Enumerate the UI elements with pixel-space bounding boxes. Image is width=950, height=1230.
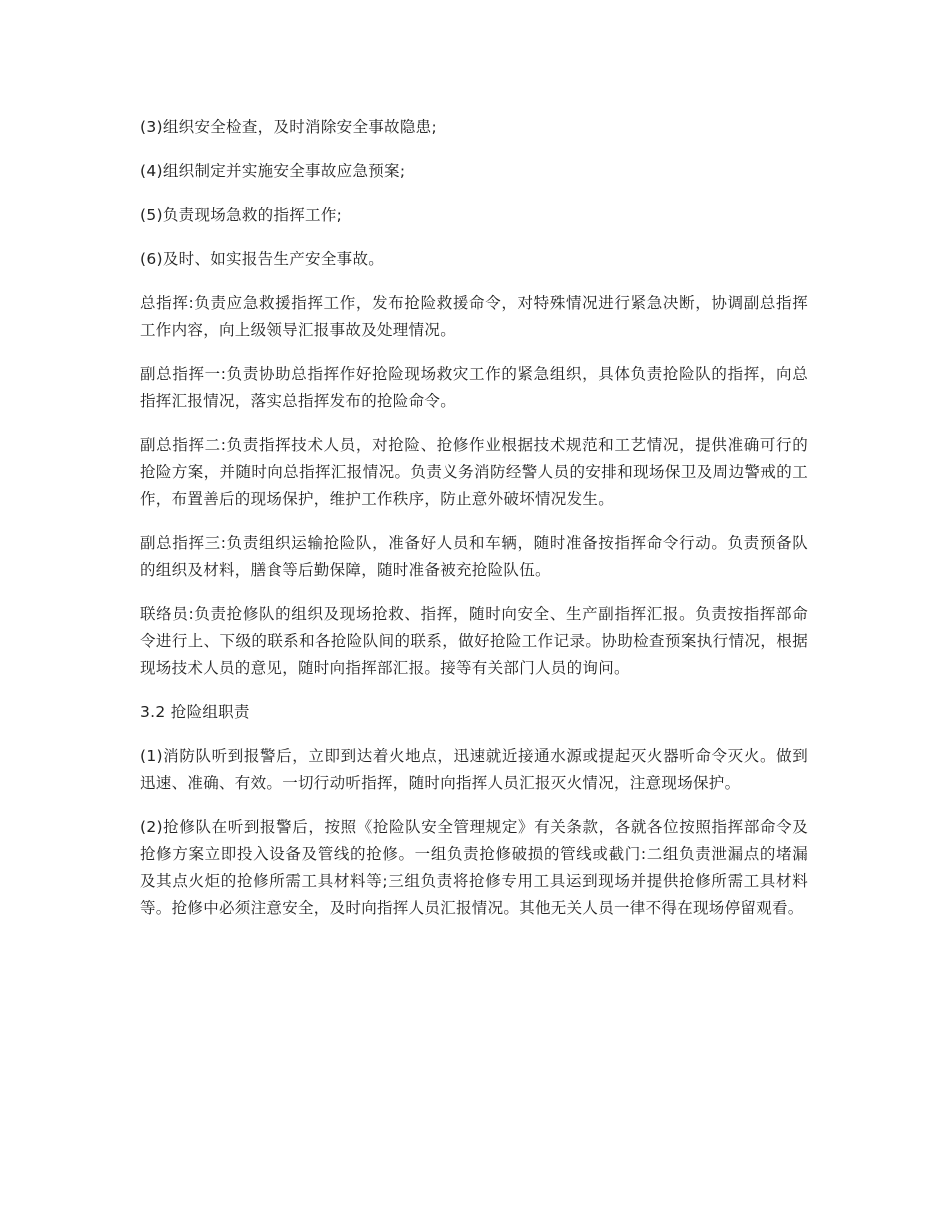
paragraph-liaison: 联络员:负责抢修队的组织及现场抢救、指挥，随时向安全、生产副指挥汇报。负责按指挥部命令进行上、下级的联系和各抢险队间的联系，做好抢险工作记录。协助检查预案执行情况，根据现场技术人员的意见，随时向指挥部汇报。接等有关部门人员的询问。 <box>140 605 808 677</box>
paragraph-repair-team: (2)抢修队在听到报警后，按照《抢险队安全管理规定》有关条款，各就各位按照指挥部命令及抢修方案立即投入设备及管线的抢修。一组负责抢修破损的管线或截门:二组负责泄漏点的堵漏及其点火炬的抢修所需工具材料等;三组负责将抢修专用工具运到现场并提供抢修所需工具材料等。抢修中必须注意安全，及时向指挥人员汇报情况。其他无关人员一律不得在现场停留观看。 <box>140 818 808 917</box>
section-heading: 3.2 抢险组职责 <box>140 703 250 721</box>
paragraph-item-5: (5)负责现场急救的指挥工作; <box>140 206 343 224</box>
paragraph-deputy-commander-3: 副总指挥三:负责组织运输抢险队，准备好人员和车辆，随时准备按指挥命令行动。负责预备队的组织及材料，膳食等后勤保障，随时准备被充抢险队伍。 <box>140 534 808 579</box>
paragraph-commander: 总指挥:负责应急救援指挥工作，发布抢险救援命令，对特殊情况进行紧急决断，协调副总指挥工作内容，向上级领导汇报事故及处理情况。 <box>140 294 808 339</box>
paragraph-item-3: (3)组织安全检查，及时消除安全事故隐患; <box>140 118 437 136</box>
paragraph-item-4: (4)组织制定并实施安全事故应急预案; <box>140 162 406 180</box>
paragraph-item-6: (6)及时、如实报告生产安全事故。 <box>140 250 385 268</box>
paragraph-fire-team: (1)消防队听到报警后，立即到达着火地点，迅速就近接通水源或提起灭火器听命令灭火。做到迅速、准确、有效。一切行动听指挥，随时向指挥人员汇报灭火情况，注意现场保护。 <box>140 747 808 792</box>
paragraph-deputy-commander-2: 副总指挥二:负责指挥技术人员，对抢险、抢修作业根据技术规范和工艺情况，提供准确可行的抢险方案，并随时向总指挥汇报情况。负责义务消防经警人员的安排和现场保卫及周边警戒的工作，布置善后的现场保护，维护工作秩序，防止意外破坏情况发生。 <box>140 436 808 508</box>
document-page <box>140 114 808 939</box>
paragraph-deputy-commander-1: 副总指挥一:负责协助总指挥作好抢险现场救灾工作的紧急组织，具体负责抢险队的指挥，向总指挥汇报情况，落实总指挥发布的抢险命令。 <box>140 365 808 410</box>
